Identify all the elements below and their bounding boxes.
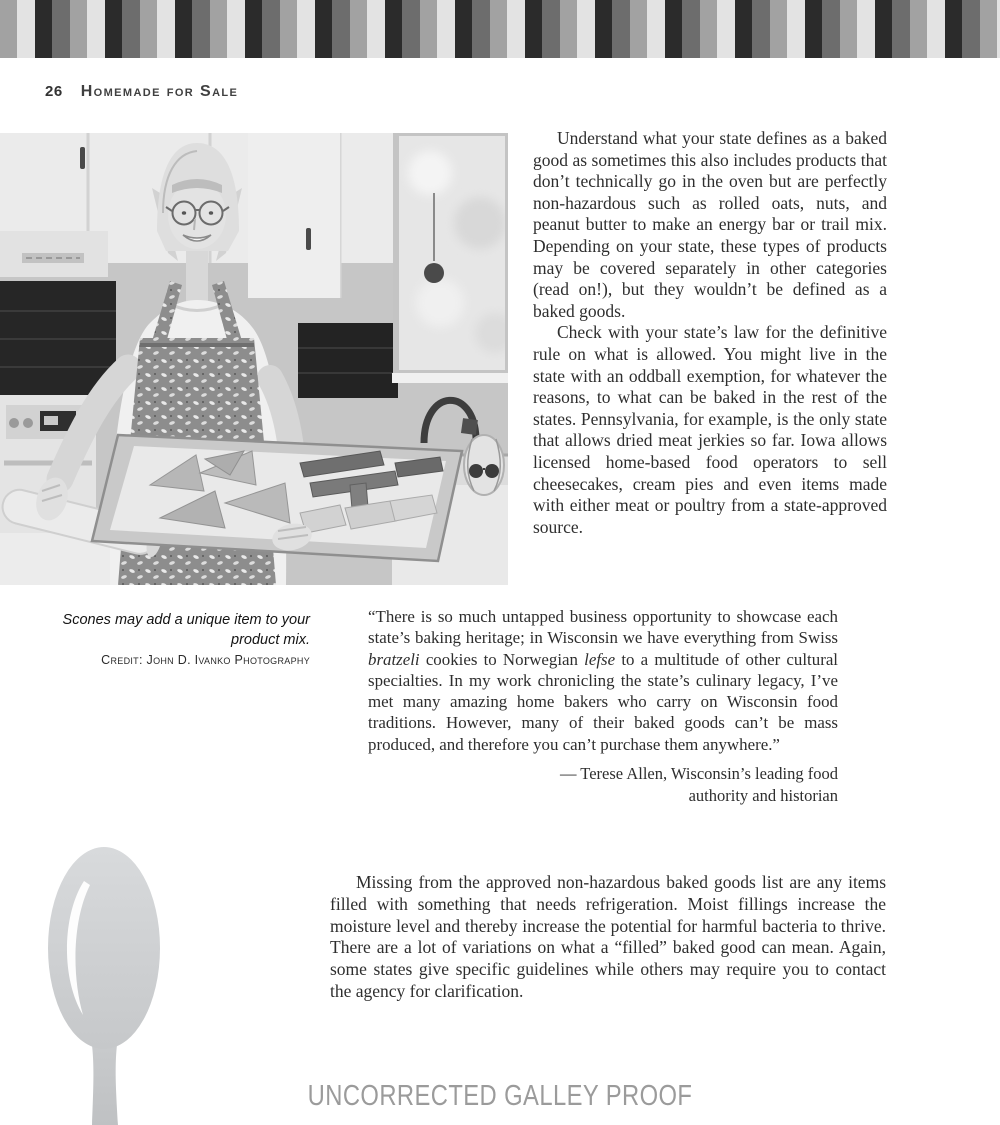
galley-proof-label: UNCORRECTED GALLEY PROOF bbox=[307, 1080, 693, 1112]
photo-credit: Credit: John D. Ivanko Photography bbox=[101, 653, 310, 667]
quote-italic-lefse: lefse bbox=[584, 649, 616, 669]
body-paragraph-1: Understand what your state defines as a baked good as sometimes this also includes products that don’t technically go in the oven but are perfectly non-hazardous such as rolled oats, nuts, and peanut butter to make an energy bar or trail mix. Depending on your state, these types of products may be covered separately in other categories (read on!), but they wouldn’t be defined as a baked goods. bbox=[533, 128, 887, 321]
quote-mid: cookies to Norwegian bbox=[419, 649, 585, 669]
quote-open: “There is so much untapped business opportunity to showcase each state’s baking heritage; in Wisconsin we have everything from Swiss bbox=[368, 607, 838, 648]
body-bottom bbox=[330, 872, 886, 1003]
photo-woman-with-scones bbox=[0, 133, 508, 585]
running-head bbox=[45, 83, 238, 101]
body-column bbox=[533, 128, 887, 538]
caption-line-2: product mix. bbox=[231, 632, 310, 648]
page-number: 26 bbox=[45, 83, 63, 100]
body-paragraph-2: Check with your state’s law for the definitive rule on what is allowed. You might live in the state with an oddball exemption, for whatever the reasons, to what can be baked in the rest of the states. Pennsylvania, for example, is the only state that allows dried meat jerkies so far. Iowa allows licensed home-based food operators to sell cheesecakes, cream pies and even items made with either meat or poultry from a state-approved source. bbox=[533, 322, 887, 537]
photo-illustration bbox=[0, 133, 508, 585]
attribution-line-2: authority and historian bbox=[688, 785, 838, 805]
quote-text bbox=[368, 606, 838, 755]
attribution-line-1: — Terese Allen, Wisconsin’s leading food bbox=[559, 764, 838, 784]
quote-attribution bbox=[368, 763, 838, 806]
quote-close: to a multitude of other cultural specialties. In my work chronicling the state’s culinary legacy, I’ve met many amazing home bakers who carry on Wisconsin food traditions. However, many of their baked goods can’t be mass produced, and therefore you can’t purchase them anywhere.” bbox=[368, 649, 839, 754]
whisk-ornament bbox=[464, 435, 504, 495]
photo-caption bbox=[30, 610, 310, 667]
block-quote bbox=[368, 606, 838, 806]
window bbox=[392, 133, 508, 383]
decorative-stripe-bar bbox=[0, 0, 1000, 58]
range-hood bbox=[0, 231, 108, 277]
spoon-bowl bbox=[48, 847, 160, 1049]
book-title: Homemade for Sale bbox=[80, 83, 239, 100]
quote-italic-bratzeli: bratzeli bbox=[368, 649, 420, 669]
caption-line-1: Scones may add a unique item to your bbox=[62, 612, 310, 628]
body-paragraph-3: Missing from the approved non-hazardous baked goods list are any items filled with something that needs refrigeration. Moist fillings increase the moisture level and thereby increase the potential for harmful bacteria to thrive. There are a lot of variations on what a “filled” baked good can mean. Again, some states give specific guidelines while others may require you to contact the agency for clarification. bbox=[330, 872, 886, 1001]
